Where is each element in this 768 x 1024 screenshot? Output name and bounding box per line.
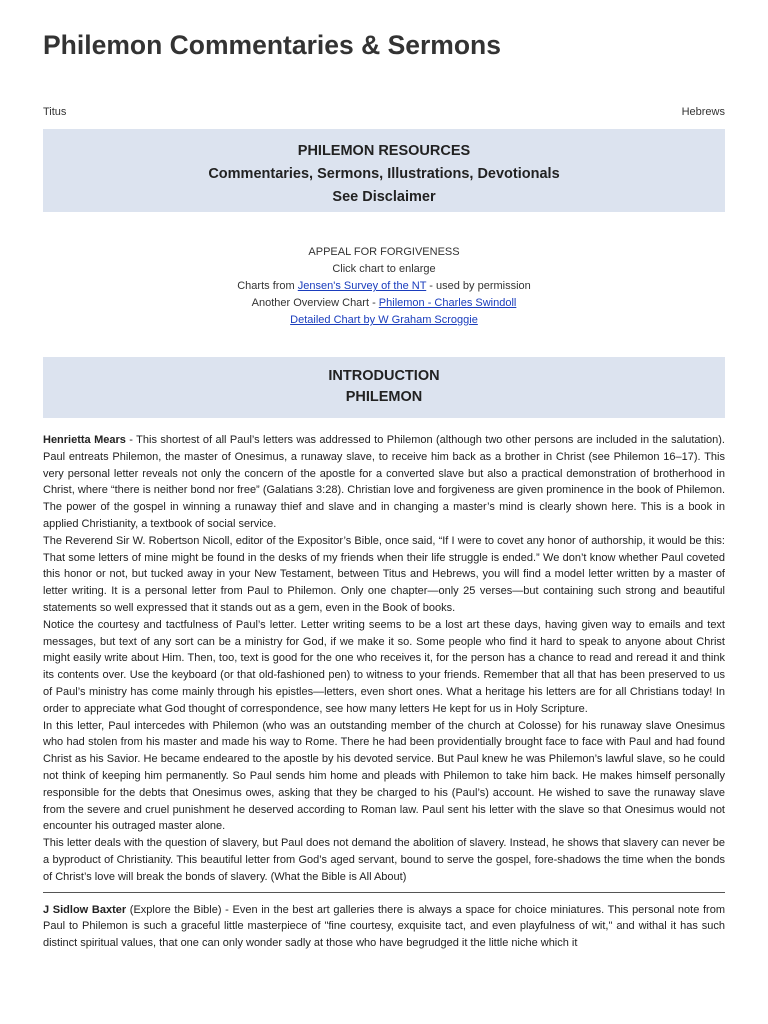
resources-banner-subtitle: Commentaries, Sermons, Illustrations, Devotionals [208, 166, 560, 182]
overview-chart-prefix: Another Overview Chart - [251, 297, 379, 309]
section-divider [43, 892, 725, 893]
introduction-subheading: PHILEMON [345, 389, 423, 405]
jensen-survey-link[interactable]: Jensen's Survey of the NT [297, 280, 427, 292]
nav-prev-book-link[interactable]: Titus [43, 106, 67, 118]
mears-paragraph-1 [43, 432, 725, 533]
chart-click-hint: Click chart to enlarge [332, 263, 436, 275]
mears-author: Henrietta Mears [43, 434, 126, 446]
charts-source-prefix: Charts from [237, 280, 298, 292]
baxter-text-1: (Explore the Bible) - Even in the best art galleries there is always a space for choice miniatures. This personal note from Paul to Philemon is such a graceful little masterpiece of "fine courtesy, exquisite tact, and even playfulness of wit," and withal it has such distinct spiritual values, that one can only wonder sadly at those who have begrudged it the little niche which it [43, 903, 725, 950]
baxter-paragraph-1 [43, 902, 725, 952]
charts-source-line [43, 278, 725, 295]
mears-text-1: - This shortest of all Paul’s letters was addressed to Philemon (although two other persons are included in the salutation). Paul entreats Philemon, the master of Onesimus, a runaway slave, to receive him back as a brother in Christ (see Philemon 16–17). This very personal letter reveals not only the concern of the apostle for a converted slave but also a practical demonstration of brotherhood in Christ, where “there is neither bond nor free” (Galatians 3:28). Christian love and forgiveness are given prominence in the book of Philemon. The power of the gospel in winning a runaway thief and slave and in changing a master’s mind is clearly shown here. This is a book in applied Christianity, a textbook of social service. [43, 434, 725, 530]
detailed-chart-line [43, 312, 725, 329]
charts-source-suffix: - used by permission [426, 280, 531, 292]
swindoll-chart-link[interactable]: Philemon - Charles Swindoll [378, 297, 517, 309]
scroggie-chart-link[interactable]: Detailed Chart by W Graham Scroggie [290, 314, 478, 326]
mears-paragraph-2: The Reverend Sir W. Robertson Nicoll, editor of the Expositor’s Bible, once said, “If I were to covet any honor of authorship, it would be this: That some letters of mine might be found in the desks of my friends when their life struggle is ended.” We don’t know whether Paul coveted this honor or not, but tucked away in your New Testament, between Titus and Hebrews, you will find a model letter written by a master of letter writing. It is a personal letter from Paul to Philemon. Only one chapter—only 25 verses—but containing such strong and beautiful statements so well expressed that it stands out as a gem, even in the Book of books. [43, 534, 725, 614]
nav-next-book-link[interactable]: Hebrews [681, 106, 725, 118]
resources-banner [43, 129, 725, 212]
mears-paragraph-3: Notice the courtesy and tactfulness of Paul’s letter. Letter writing seems to be a lost art these days, having given way to emails and text messages, but text of any sort can be a ministry for God, if we make it so. Some people who find it hard to speak to anyone about Christ might easily write about Him. Then, too, text is good for the one who receives it, for the person has a chance to read and reread it and think its contents over. Use the keyboard (or that old-fashioned pen) to witness to your friends. Remember that all that has been preserved to us of Paul’s ministry has come mainly through his epistles—letters, even short ones. What a heritage his letters are for all Christians today! In order to appreciate what God thought of correspondence, see how many letters He kept for us in Holy Scripture. [43, 618, 725, 715]
introduction-heading: INTRODUCTION [328, 368, 440, 384]
page-title: Philemon Commentaries & Sermons [43, 30, 501, 60]
baxter-author: J Sidlow Baxter [43, 903, 127, 916]
commentary-body [43, 432, 725, 952]
disclaimer-link[interactable]: See Disclaimer [332, 189, 436, 205]
introduction-banner [43, 357, 725, 418]
overview-chart-line [43, 295, 725, 312]
mears-paragraph-5: This letter deals with the question of slavery, but Paul does not demand the abolition of slavery. Instead, he shows that slavery can never be a byproduct of Christianity. This beautiful letter from God’s aged servant, bound to serve the gospel, fore-shadows the time when the bonds of Christ’s love will break the bonds of slavery. (What the Bible is All About) [43, 837, 725, 883]
chart-heading: APPEAL FOR FORGIVENESS [308, 246, 460, 258]
resources-banner-title: PHILEMON RESOURCES [297, 143, 471, 159]
chart-info [43, 244, 725, 329]
mears-paragraph-4: In this letter, Paul intercedes with Philemon (who was an outstanding member of the church at Colosse) for his runaway slave Onesimus who had stolen from his master and made his way to Rome. There he had been providentially brought face to face with Paul and had found Christ as his Savior. He became endeared to the apostle by his devoted service. But Paul knew he was Philemon’s lawful slave, so he could not think of keeping him permanently. So Paul sends him home and pleads with Philemon to take him back. He makes himself personally responsible for the debts that Onesimus owes, asking that they be charged to his (Paul’s) account. He wished to save the runaway slave from the severe and cruel punishment he deserved according to Roman law. Paul sent his letter with the slave so that Onesimus would not encounter his outraged master alone. [43, 719, 725, 833]
